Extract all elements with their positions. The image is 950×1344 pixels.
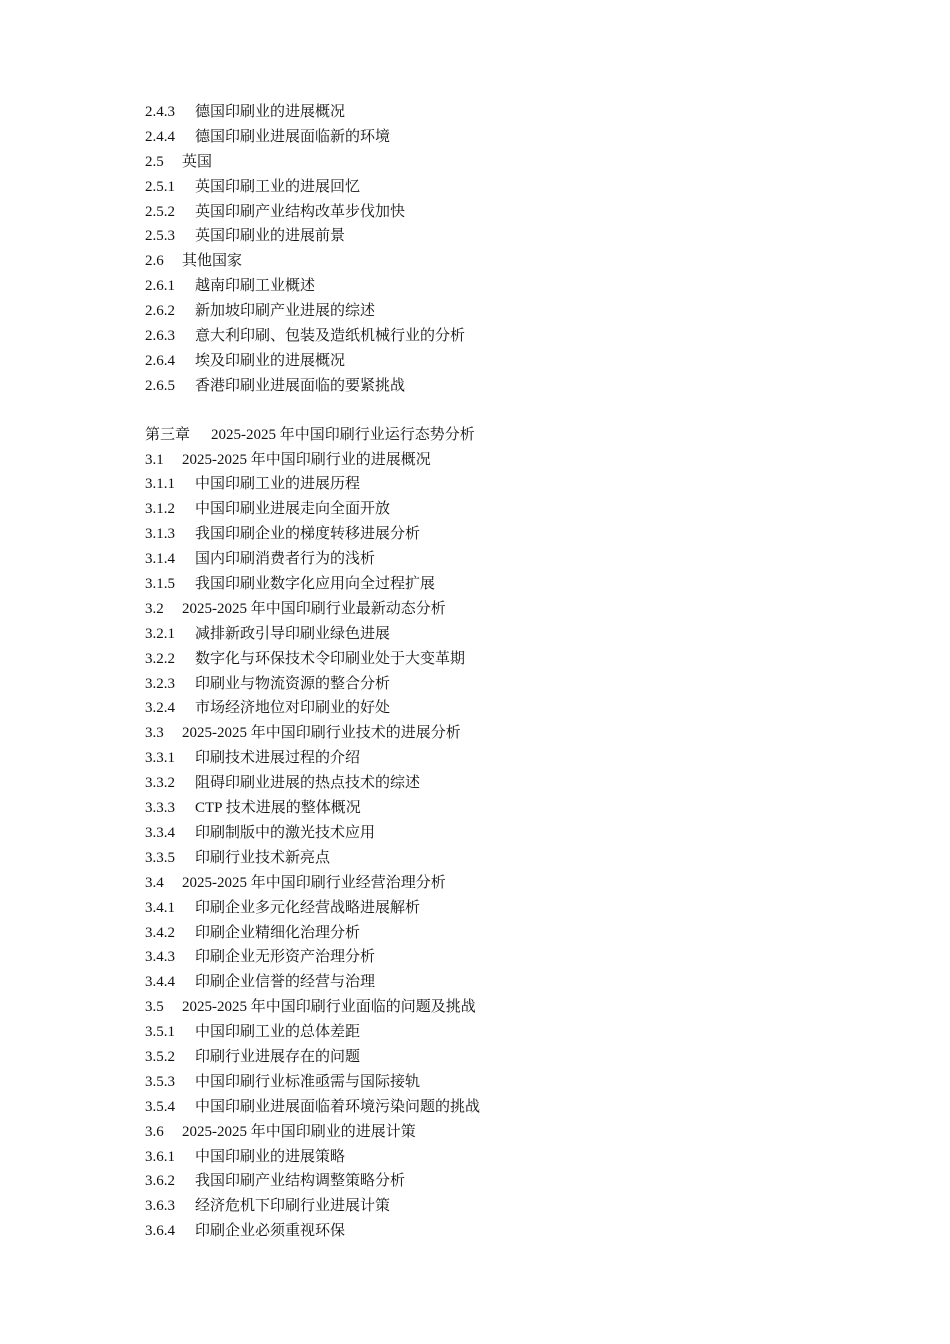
toc-entry-title: 中国印刷行业标准亟需与国际接轨	[195, 1073, 421, 1090]
toc-entry	[145, 1219, 865, 1244]
toc-entry	[145, 821, 865, 846]
toc-entry-number: 2.6.5	[145, 377, 175, 394]
toc-entry-title: 2025-2025 年中国印刷行业最新动态分析	[182, 600, 446, 617]
toc-entry	[145, 846, 865, 871]
toc-entry-title: 印刷企业必须重视环保	[195, 1223, 346, 1240]
toc-entry-number: 3.2.4	[145, 700, 175, 717]
toc-entry-title: 中国印刷业进展走向全面开放	[195, 501, 391, 518]
toc-entry	[145, 921, 865, 946]
toc-entry-title: 中国印刷工业的总体差距	[195, 1024, 361, 1041]
toc-entry-number: 3.2.2	[145, 650, 175, 667]
toc-entry-title: 印刷企业精细化治理分析	[195, 924, 361, 941]
toc-entry-title: 2025-2025 年中国印刷行业经营治理分析	[182, 874, 446, 891]
toc-entry-title: 印刷行业技术新亮点	[195, 849, 331, 866]
toc-entry-number: 3.3.1	[145, 750, 175, 767]
toc-entry-number: 2.5.2	[145, 203, 175, 220]
toc-entry	[145, 995, 865, 1020]
toc-entry-number: 3.3.2	[145, 775, 175, 792]
toc-entry-title: 印刷业与物流资源的整合分析	[195, 675, 391, 692]
toc-entry-number: 2.5.3	[145, 228, 175, 245]
toc-entry	[145, 100, 865, 125]
toc-entry-title: 2025-2025 年中国印刷行业的进展概况	[182, 451, 431, 468]
toc-entry-number: 3.6.2	[145, 1173, 175, 1190]
toc-entry	[145, 324, 865, 349]
toc-entry	[145, 871, 865, 896]
toc-entry-number: 3.1.4	[145, 551, 175, 568]
toc-entry-number: 2.6.1	[145, 278, 175, 295]
toc-entry	[145, 572, 865, 597]
toc-entry-number: 2.4.3	[145, 104, 175, 120]
toc-entry-title: 阻碍印刷业进展的热点技术的综述	[195, 775, 421, 792]
toc-entry-number: 2.5.1	[145, 178, 175, 195]
toc-entry	[145, 249, 865, 274]
toc-entry	[145, 125, 865, 150]
toc-entry-title: 我国印刷企业的梯度转移进展分析	[195, 526, 421, 543]
toc-entry	[145, 896, 865, 921]
toc-entry-number: 3.4.4	[145, 974, 175, 991]
toc-section-chapter-3	[145, 423, 865, 1244]
toc-entry-number: 2.4.4	[145, 128, 175, 145]
toc-entry	[145, 224, 865, 249]
toc-entry-number: 2.6.3	[145, 328, 175, 345]
toc-entry-number: 3.3	[145, 725, 164, 742]
toc-entry-number: 3.5	[145, 999, 164, 1016]
toc-entry-number: 3.6.4	[145, 1223, 175, 1240]
toc-entry	[145, 299, 865, 324]
toc-entry	[145, 1020, 865, 1045]
toc-entry-title: 经济危机下印刷行业进展计策	[195, 1198, 391, 1215]
toc-entry-title: 印刷技术进展过程的介绍	[195, 750, 361, 767]
toc-entry	[145, 597, 865, 622]
toc-entry-number: 3.5.4	[145, 1098, 175, 1115]
toc-entry	[145, 622, 865, 647]
toc-entry	[145, 1194, 865, 1219]
toc-entry-title: 2025-2025 年中国印刷行业面临的问题及挑战	[182, 999, 476, 1016]
toc-entry-number: 3.4.1	[145, 899, 175, 916]
toc-entry	[145, 721, 865, 746]
toc-entry-title: 英国印刷业的进展前景	[195, 228, 346, 245]
toc-entry-number: 3.1.2	[145, 501, 175, 518]
toc-entry	[145, 672, 865, 697]
toc-entry-number: 3.3.5	[145, 849, 175, 866]
toc-entry-number: 3.6.1	[145, 1148, 175, 1165]
toc-entry-title: 国内印刷消费者行为的浅析	[195, 551, 376, 568]
toc-entry-number: 3.2.3	[145, 675, 175, 692]
toc-entry	[145, 1120, 865, 1145]
toc-entry-number: 3.3.4	[145, 824, 175, 841]
toc-entry-title: 新加坡印刷产业进展的综述	[195, 303, 376, 320]
toc-entry-title: 英国	[182, 153, 213, 170]
toc-entry	[145, 150, 865, 175]
toc-entry-title: 意大利印刷、包装及造纸机械行业的分析	[195, 328, 466, 345]
toc-entry	[145, 970, 865, 995]
toc-entry-title: 印刷企业多元化经营战略进展解析	[195, 899, 421, 916]
toc-entry	[145, 522, 865, 547]
toc-entry-number: 3.4.3	[145, 949, 175, 966]
toc-entry-number: 3.1.1	[145, 476, 175, 493]
toc-entry-title: 2025-2025 年中国印刷业的进展计策	[182, 1123, 416, 1140]
toc-entry-number: 3.6	[145, 1123, 164, 1140]
toc-entry-title: 英国印刷产业结构改革步伐加快	[195, 203, 406, 220]
toc-entry-title: 英国印刷工业的进展回忆	[195, 178, 361, 195]
toc-entry-title: 2025-2025 年中国印刷行业运行态势分析	[211, 426, 475, 443]
toc-entry-number: 3.4	[145, 874, 164, 891]
toc-entry	[145, 472, 865, 497]
toc-entry-title: 2025-2025 年中国印刷行业技术的进展分析	[182, 725, 461, 742]
toc-entry	[145, 796, 865, 821]
toc-entry-title: 埃及印刷业的进展概况	[195, 352, 346, 369]
toc-entry-number: 3.2	[145, 600, 164, 617]
toc-entry-title: 减排新政引导印刷业绿色进展	[195, 625, 391, 642]
toc-entry	[145, 175, 865, 200]
toc-entry	[145, 349, 865, 374]
toc-entry-number: 2.6	[145, 253, 164, 270]
toc-entry-title: CTP 技术进展的整体概况	[195, 800, 361, 817]
toc-entry-title: 市场经济地位对印刷业的好处	[195, 700, 391, 717]
toc-entry-title: 中国印刷业进展面临着环境污染问题的挑战	[195, 1098, 481, 1115]
toc-entry-title: 印刷企业无形资产治理分析	[195, 949, 376, 966]
toc-entry-title: 中国印刷工业的进展历程	[195, 476, 361, 493]
toc-entry-title: 其他国家	[182, 253, 243, 270]
toc-entry	[145, 945, 865, 970]
toc-entry-number: 3.5.1	[145, 1024, 175, 1041]
toc-entry-title: 印刷制版中的激光技术应用	[195, 824, 376, 841]
toc-entry	[145, 497, 865, 522]
toc-entry-title: 越南印刷工业概述	[195, 278, 316, 295]
toc-entry	[145, 647, 865, 672]
toc-entry-title: 德国印刷业进展面临新的环境	[195, 128, 391, 145]
toc-entry	[145, 200, 865, 225]
toc-entry-number: 2.6.4	[145, 352, 175, 369]
toc-entry	[145, 1045, 865, 1070]
toc-entry	[145, 374, 865, 399]
toc-entry	[145, 1070, 865, 1095]
toc-entry	[145, 771, 865, 796]
toc-entry	[145, 547, 865, 572]
toc-section-chapter-2-tail	[145, 100, 865, 399]
toc-entry-title: 德国印刷业的进展概况	[195, 104, 346, 120]
toc-entry-number: 3.3.3	[145, 800, 175, 817]
toc-entry-number: 3.4.2	[145, 924, 175, 941]
toc-entry	[145, 448, 865, 473]
toc-entry-title: 香港印刷业进展面临的要紧挑战	[195, 377, 406, 394]
toc-entry-number: 3.1.5	[145, 576, 175, 593]
toc-entry-number: 3.2.1	[145, 625, 175, 642]
toc-entry	[145, 274, 865, 299]
toc-entry	[145, 746, 865, 771]
toc-entry	[145, 1169, 865, 1194]
toc-entry	[145, 696, 865, 721]
toc-entry-number: 2.5	[145, 153, 164, 170]
toc-entry-number: 3.1	[145, 451, 164, 468]
toc-entry-number: 3.5.2	[145, 1048, 175, 1065]
toc-entry-number: 3.1.3	[145, 526, 175, 543]
toc-entry-number: 3.6.3	[145, 1198, 175, 1215]
toc-entry-title: 我国印刷业数字化应用向全过程扩展	[195, 576, 436, 593]
toc-entry	[145, 1095, 865, 1120]
toc-entry-title: 中国印刷业的进展策略	[195, 1148, 346, 1165]
toc-entry-title: 我国印刷产业结构调整策略分析	[195, 1173, 406, 1190]
toc-entry-number: 2.6.2	[145, 303, 175, 320]
toc-entry-title: 印刷行业进展存在的问题	[195, 1048, 361, 1065]
toc-entry	[145, 423, 865, 448]
toc-entry-title: 印刷企业信誉的经营与治理	[195, 974, 376, 991]
toc-entry-number: 第三章	[145, 426, 191, 443]
toc-entry-title: 数字化与环保技术令印刷业处于大变革期	[195, 650, 466, 667]
toc-entry-number: 3.5.3	[145, 1073, 175, 1090]
document-page	[145, 100, 865, 1244]
section-spacer	[145, 399, 865, 423]
toc-entry	[145, 1145, 865, 1170]
